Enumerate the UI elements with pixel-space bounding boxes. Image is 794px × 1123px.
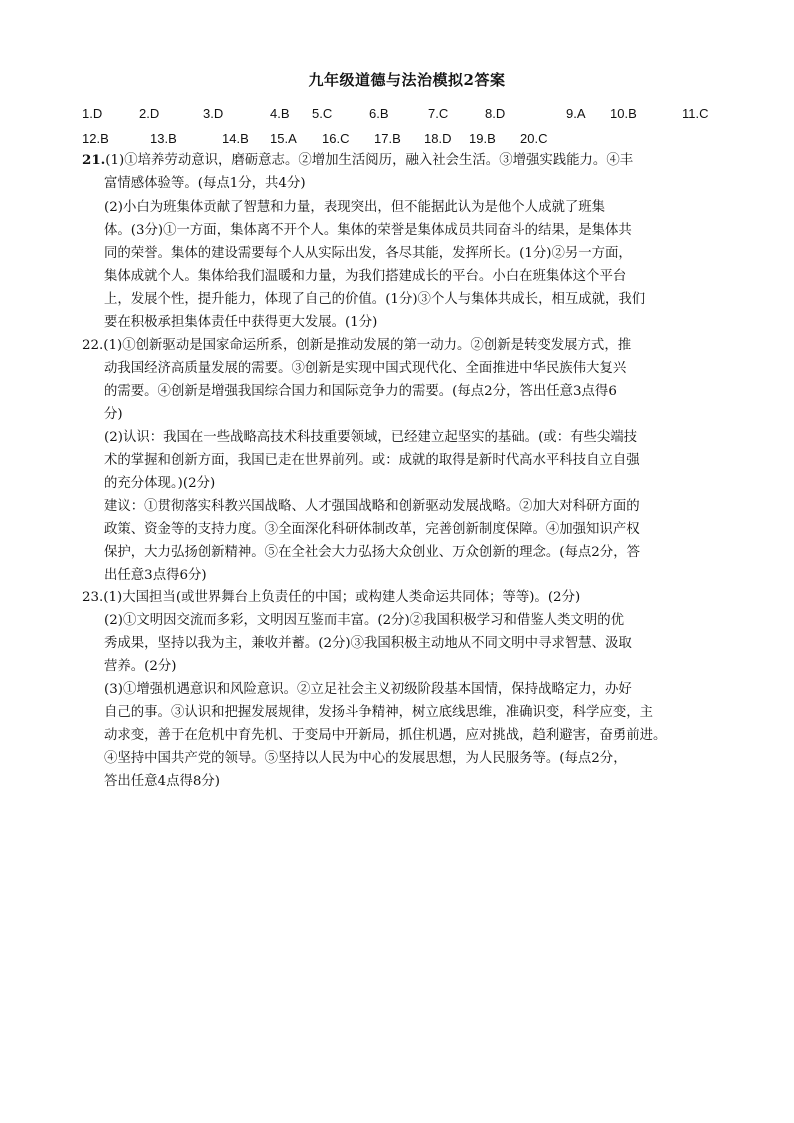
- answer-text: (3)①增强机遇意识和风险意识。②立足社会主义初级阶段基本国情，保持战略定力，办好: [104, 682, 632, 697]
- mc-answer: 19.B: [469, 131, 496, 146]
- mc-answer: 2.D: [139, 106, 160, 121]
- mc-answer: 10.B: [610, 106, 637, 121]
- mc-answer: 3.D: [203, 106, 224, 121]
- answer-text: 动求变，善于在危机中育先机、于变局中开新局，抓住机遇，应对挑战，趋利避害，奋勇前进。: [104, 728, 667, 743]
- mc-answers-row-1: [82, 106, 722, 126]
- answer-text: 富情感体验等。(每点1分，共4分): [104, 176, 306, 191]
- answer-text: 上，发展个性，提升能力，体现了自己的价值。(1分)③个人与集体共成长，相互成就，我们: [104, 292, 646, 307]
- mc-answer: 7.C: [428, 106, 449, 121]
- answer-text: 保护，大力弘扬创新精神。⑤在全社会大力弘扬大众创业、万众创新的理念。(每点2分，答: [104, 545, 640, 560]
- mc-answer: 4.B: [270, 106, 290, 121]
- mc-answer: 13.B: [150, 131, 177, 146]
- answer-text: 营养。(2分): [104, 659, 177, 674]
- answer-text: 政策、资金等的支持力度。③全面深化科研体制改革，完善创新制度保障。④加强知识产权: [104, 522, 640, 537]
- answer-text: 22.(1)①创新驱动是国家命运所系，创新是推动发展的第一动力。②创新是转变发展方式，推: [82, 338, 632, 353]
- mc-answer: 16.C: [322, 131, 350, 146]
- mc-answer: 1.D: [82, 106, 103, 121]
- answer-text: 要在积极承担集体责任中获得更大发展。(1分): [104, 315, 378, 330]
- answer-text: 23.(1)大国担当(或世界舞台上负责任的中国；或构建人类命运共同体；等等)。(2分): [82, 590, 581, 605]
- mc-answer: 14.B: [222, 131, 249, 146]
- answer-text: 建议：①贯彻落实科教兴国战略、人才强国战略和创新驱动发展战略。②加大对科研方面的: [104, 499, 640, 514]
- answer-text: (2)认识：我国在一些战略高技术科技重要领域，已经建立起坚实的基础。(或：有些尖端技: [104, 430, 638, 445]
- mc-answer: 5.C: [312, 106, 333, 121]
- answer-text: 同的荣誉。集体的建设需要每个人从实际出发，各尽其能，发挥所长。(1分)②另一方面，: [104, 246, 632, 261]
- mc-answer: 9.A: [566, 106, 586, 121]
- answer-text: 秀成果，坚持以我为主，兼收并蓄。(2分)③我国积极主动地从不同文明中寻求智慧、汲取: [104, 636, 632, 651]
- mc-answers-row-2: [82, 131, 722, 151]
- mc-answer: 6.B: [369, 106, 389, 121]
- answer-text: ④坚持中国共产党的领导。⑤坚持以人民为中心的发展思想，为人民服务等。(每点2分，: [104, 751, 627, 766]
- mc-answer: 20.C: [520, 131, 548, 146]
- answer-text: 的充分体现。)(2分): [104, 476, 216, 491]
- mc-answer: 8.D: [485, 106, 506, 121]
- mc-answer: 12.B: [82, 131, 109, 146]
- answer-text: 自己的事。③认识和把握发展规律，发扬斗争精神，树立底线思维，准确识变，科学应变，主: [104, 705, 654, 720]
- answer-text: 出任意3点得6分): [104, 568, 207, 583]
- answer-text: (1)①培养劳动意识，磨砺意志。②增加生活阅历，融入社会生活。③增强实践能力。④丰: [105, 153, 634, 168]
- answer-text: 动我国经济高质量发展的需要。③创新是实现中国式现代化、全面推进中华民族伟大复兴: [104, 361, 627, 376]
- answer-text: 术的掌握和创新方面，我国已走在世界前列。或：成就的取得是新时代高水平科技自立自强: [104, 453, 640, 468]
- answer-text: (2)小白为班集体贡献了智慧和力量，表现突出，但不能据此认为是他个人成就了班集: [104, 200, 606, 215]
- answer-text: 体。(3分)①一方面，集体离不开个人。集体的荣誉是集体成员共同奋斗的结果，是集体共: [104, 223, 632, 238]
- answer-text: 集体成就个人。集体给我们温暖和力量，为我们搭建成长的平台。小白在班集体这个平台: [104, 269, 627, 284]
- mc-answer: 17.B: [374, 131, 401, 146]
- page-title: 九年级道德与法治模拟2答案: [308, 71, 506, 89]
- answer-text: 分): [104, 407, 123, 422]
- question-21-line-1: [82, 149, 633, 173]
- mc-answer: 18.D: [424, 131, 452, 146]
- mc-answer: 11.C: [682, 106, 709, 121]
- question-number: 21.: [82, 152, 106, 168]
- answer-text: 的需要。④创新是增强我国综合国力和国际竞争力的需要。(每点2分，答出任意3点得6: [104, 384, 617, 399]
- answer-text: 答出任意4点得8分): [104, 774, 220, 789]
- mc-answer: 15.A: [270, 131, 297, 146]
- answer-text: (2)①文明因交流而多彩，文明因互鉴而丰富。(2分)②我国积极学习和借鉴人类文明的优: [104, 613, 624, 628]
